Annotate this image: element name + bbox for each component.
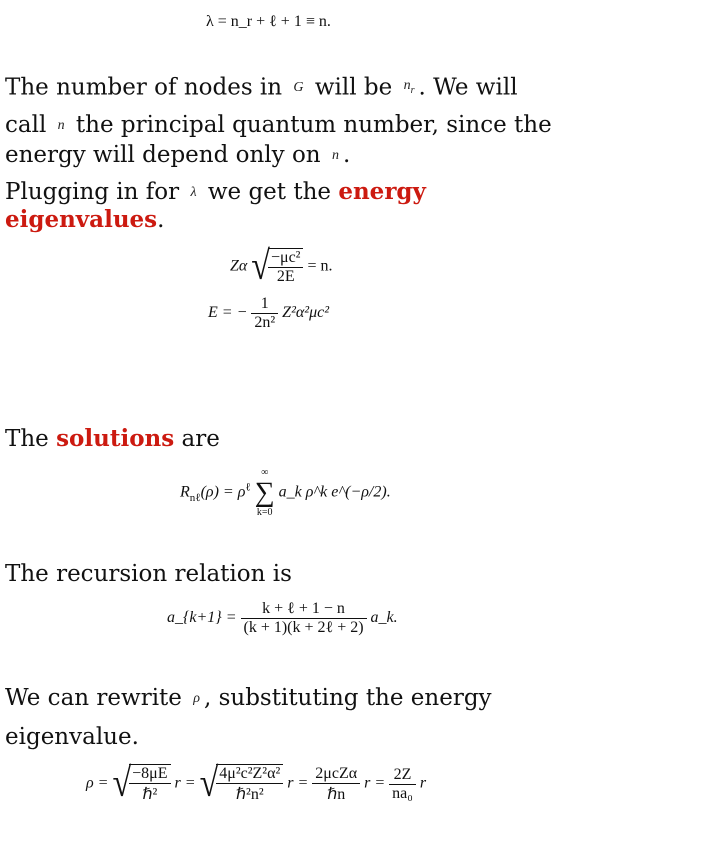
denominator: 2E xyxy=(276,268,295,285)
math-n: n xyxy=(57,118,65,133)
eq-R-sub: nℓ xyxy=(189,491,201,504)
text: will be xyxy=(307,74,400,101)
paragraph-nodes xyxy=(5,72,518,105)
paragraph-plugging-cont xyxy=(5,206,164,234)
math-rho: ρ xyxy=(193,691,200,706)
eq-mid: r = xyxy=(287,774,309,792)
text: The xyxy=(5,426,57,452)
text: We can rewrite xyxy=(5,685,190,711)
denominator: ℏ² xyxy=(142,786,158,803)
eq-rhs: a_k. xyxy=(370,609,398,627)
text: Plugging in for xyxy=(5,179,187,205)
sqrt-1 xyxy=(112,761,170,806)
eq-lhs: E = − xyxy=(208,304,248,322)
math-n: n xyxy=(403,78,411,93)
numerator: k + ℓ + 1 − n xyxy=(241,600,367,619)
numerator: 4μ²c²Z²α² xyxy=(216,765,283,784)
text: the principal quantum number, since the xyxy=(68,112,552,138)
highlight-eigenvalues: eigenvalues xyxy=(5,206,158,233)
fraction xyxy=(251,295,278,332)
eq-lhs: a_{k+1} = xyxy=(167,609,237,627)
radical-sign: √ xyxy=(199,761,219,806)
equation-lambda xyxy=(206,13,331,31)
radical-body xyxy=(268,248,304,286)
text: we get the xyxy=(200,179,339,205)
denominator: na₀ xyxy=(392,784,413,802)
eq-rhs: Z²α²μc² xyxy=(282,304,329,322)
math-sub-r: r xyxy=(410,84,415,96)
fraction-4 xyxy=(389,766,416,803)
equation-rho xyxy=(86,761,427,806)
paragraph-rewrite xyxy=(5,684,492,713)
equation-z-alpha xyxy=(230,244,333,289)
eq-sup: ℓ xyxy=(245,481,251,494)
fraction-1 xyxy=(129,765,170,804)
eq-rhs: a_k ρ^k e^(−ρ/2). xyxy=(278,483,391,501)
paragraph-solutions xyxy=(5,425,220,453)
eq-lhs: ρ = xyxy=(86,774,109,792)
numerator: 1 xyxy=(251,295,278,314)
radical-sign: √ xyxy=(112,761,132,806)
text: energy will depend only on xyxy=(5,142,328,168)
eq-lhs: Zα xyxy=(230,257,248,275)
math-n: n xyxy=(331,148,339,163)
denominator: (k + 1)(k + 2ℓ + 2) xyxy=(243,619,364,636)
math-lambda: λ xyxy=(190,185,197,200)
sum-lower: k=0 xyxy=(256,507,273,518)
numerator: 2Z xyxy=(389,766,416,785)
fraction xyxy=(268,249,304,286)
radical-body xyxy=(216,764,283,804)
sum-upper: ∞ xyxy=(261,467,269,478)
radical-sign: √ xyxy=(251,244,270,289)
numerator: −8μE xyxy=(129,765,170,784)
text: . We will xyxy=(418,74,518,101)
paragraph-eigenvalue: eigenvalue. xyxy=(5,724,139,750)
denominator: ℏ²n² xyxy=(235,786,264,803)
eq-mid: r = xyxy=(174,774,196,792)
numerator: −μc² xyxy=(268,249,304,268)
denominator: 2n² xyxy=(254,314,276,331)
fraction-2 xyxy=(216,765,283,804)
eq-lhs-rest: (ρ) = ρ xyxy=(200,483,246,501)
text: , substituting the energy xyxy=(203,685,492,711)
text: are xyxy=(174,426,220,452)
highlight-solutions: solutions xyxy=(56,425,175,452)
equation-energy xyxy=(208,295,329,332)
sqrt xyxy=(251,244,303,289)
fraction xyxy=(241,600,367,637)
paragraph-recursion: The recursion relation is xyxy=(5,561,292,587)
text: call xyxy=(5,112,54,138)
text: . xyxy=(157,207,165,233)
equation-radial xyxy=(180,466,391,520)
eq-end: r xyxy=(419,774,427,792)
paragraph-call xyxy=(5,111,552,140)
equation-lambda-text: λ = n_r + ℓ + 1 ≡ n. xyxy=(206,13,331,30)
highlight-energy: energy xyxy=(338,178,426,205)
text: . xyxy=(342,142,351,168)
denominator: ℏn xyxy=(327,785,346,803)
radical-body xyxy=(129,764,170,804)
numerator: 2μcZα xyxy=(312,765,360,784)
eq-R: R xyxy=(180,483,190,501)
paragraph-energy-depends xyxy=(5,141,350,170)
fraction-3 xyxy=(312,765,360,804)
math-G: G xyxy=(293,80,304,96)
sqrt-2 xyxy=(199,761,284,806)
paragraph-plugging xyxy=(5,178,426,207)
sigma-icon: ∑ xyxy=(254,477,275,508)
text: The number of nodes in xyxy=(5,74,290,101)
eq-rhs: = n. xyxy=(307,257,333,275)
math-nr xyxy=(400,72,419,105)
equation-recursion xyxy=(167,600,398,637)
summation xyxy=(255,466,275,520)
eq-mid: r = xyxy=(364,774,386,792)
